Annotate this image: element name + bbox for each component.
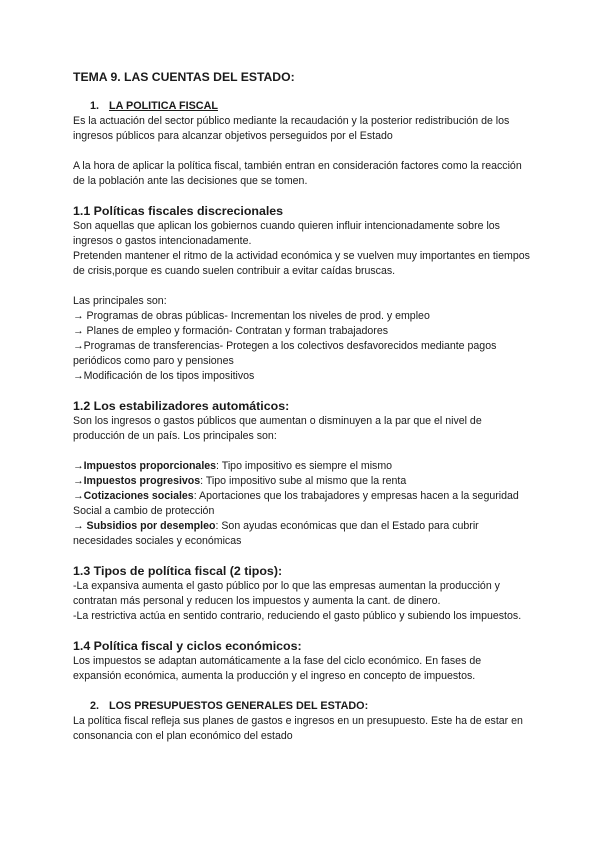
list-item: →Programas de transferencias- Protegen a los colectivos desfavorecidos mediante pagos periódicos como paro y pensiones <box>73 340 497 367</box>
list-item-term: Subsidios por desempleo <box>86 520 216 532</box>
list-item-term: Impuestos progresivos <box>83 475 201 487</box>
subsection-1-1-paragraph-1: Son aquellas que aplican los gobiernos cuando quieren influir intencionadamente sobre los ingresos o gastos intencionadamente. <box>73 220 500 247</box>
subsection-1-1-heading: 1.1 Políticas fiscales discrecionales <box>73 204 284 218</box>
section-2-title: LOS PRESUPUESTOS GENERALES DEL ESTADO: <box>109 700 369 712</box>
list-item: → Planes de empleo y formación- Contratan y forman trabajadores <box>73 325 389 337</box>
list-item-description: : Son ayudas económicas que dan el Estado para cubrir necesidades sociales y económicas <box>73 520 479 547</box>
arrow-icon: → <box>73 490 84 502</box>
list-item <box>73 474 530 489</box>
list-item <box>73 489 530 519</box>
subsection-1-3-paragraph-2: -La restrictiva actúa en sentido contrario, reduciendo el gasto público y subiendo los impuestos. <box>73 610 522 622</box>
arrow-icon: → <box>73 460 84 472</box>
list-item-description: : Tipo impositivo sube al mismo que la renta <box>200 475 407 487</box>
section-2-heading <box>73 699 530 714</box>
subsection-1-4-heading: 1.4 Política fiscal y ciclos económicos: <box>73 639 302 653</box>
subsection-1-3-heading: 1.3 Tipos de política fiscal (2 tipos): <box>73 564 283 578</box>
subsection-1-2-heading: 1.2 Los estabilizadores automáticos: <box>73 399 290 413</box>
list-item <box>73 519 530 549</box>
section-2-paragraph-1: La política fiscal refleja sus planes de gastos e ingresos en un presupuesto. Este ha de estar en consonancia con el plan económico del estado <box>73 715 523 742</box>
arrow-icon: → <box>73 520 87 532</box>
subsection-1-2-paragraph-1: Son los ingresos o gastos públicos que aumentan o disminuyen a la par que el nivel de producción de un país. Los principales son: <box>73 415 482 442</box>
section-1-number: 1. <box>90 100 100 112</box>
section-1-intro: Es la actuación del sector público mediante la recaudación y la posterior redistribución de los ingresos públicos para alcanzar objetivos perseguidos por el Estado <box>73 115 510 142</box>
list-item <box>73 459 530 474</box>
list-item: → Programas de obras públicas- Incrementan los niveles de prod. y empleo <box>73 310 430 322</box>
arrow-icon: → <box>73 475 84 487</box>
list-item-term: Impuestos proporcionales <box>83 460 217 472</box>
list-item-term: Cotizaciones sociales <box>83 490 194 502</box>
list-item-description: : Aportaciones que los trabajadores y empresas hacen a la seguridad Social a cambio de protección <box>73 490 519 517</box>
list-item-description: : Tipo impositivo es siempre el mismo <box>216 460 393 472</box>
subsection-1-1-paragraph-2: Pretenden mantener el ritmo de la actividad económica y se vuelven muy importantes en tiempos de crisis,porque es cuando suelen contribuir a evitar caídas bruscas. <box>73 250 530 277</box>
document-title: TEMA 9. LAS CUENTAS DEL ESTADO: <box>73 70 295 84</box>
subsection-1-1-list-intro: Las principales son: <box>73 295 167 307</box>
section-1-paragraph-2: A la hora de aplicar la política fiscal, también entran en consideración factores como la reacción de la población ante las decisiones que se tomen. <box>73 160 522 187</box>
section-1-title: LA POLITICA FISCAL <box>109 100 218 112</box>
list-item: →Modificación de los tipos impositivos <box>73 370 255 382</box>
subsection-1-3-paragraph-1: -La expansiva aumenta el gasto público por lo que las empresas aumentan la producción y contratan más personal y reducen los impuestos y aumenta la cant. de dinero. <box>73 580 500 607</box>
subsection-1-4-paragraph-1: Los impuestos se adaptan automáticamente a la fase del ciclo económico. En fases de expansión económica, aumenta la producción y el ingreso en concepto de impuestos. <box>73 655 482 682</box>
section-1-heading <box>73 99 530 114</box>
section-2-number: 2. <box>90 700 100 712</box>
